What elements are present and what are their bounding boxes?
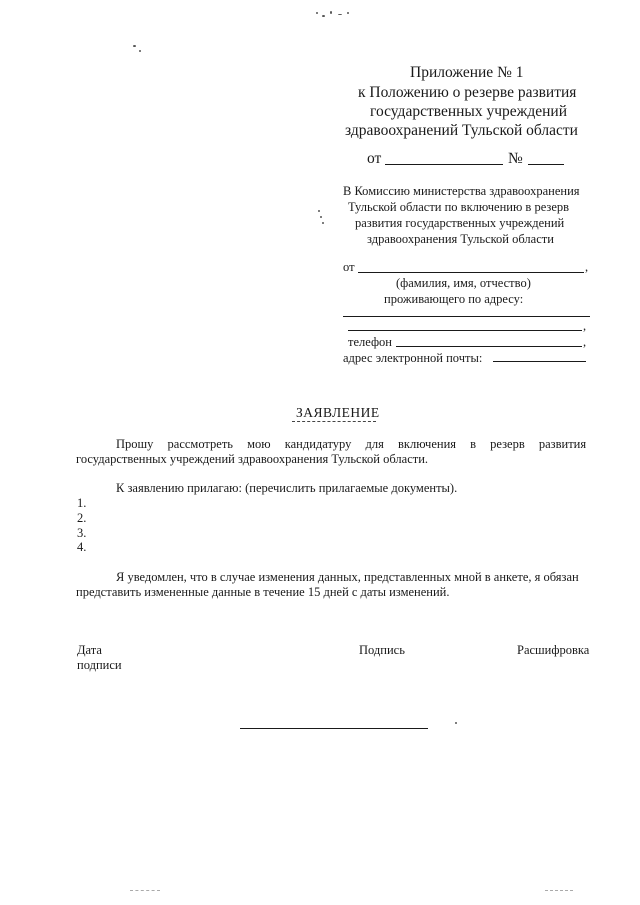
scan-edge-artifact <box>130 890 160 891</box>
decoding-label: Расшифровка <box>517 643 590 657</box>
attachment-item-4: 4. <box>77 540 87 554</box>
address-comma: , <box>583 319 587 333</box>
scan-speck <box>318 210 320 212</box>
attachment-item-3: 3. <box>77 526 87 540</box>
phone-field[interactable] <box>396 346 582 347</box>
notice-line-2: представить измененные данные в течение 15 дней с даты изменений. <box>76 585 450 599</box>
regulation-line-1: к Положению о резерве развития <box>358 84 577 101</box>
attachment-item-2: 2. <box>77 511 87 525</box>
address-field-line-2[interactable] <box>348 330 582 331</box>
number-field[interactable] <box>528 164 564 165</box>
request-paragraph-line-2: государственных учреждений здравоохранения Тульской области. <box>76 452 429 466</box>
addressee-line-3: развития государственных учреждений <box>355 216 565 230</box>
name-hint: (фамилия, имя, отчество) <box>396 276 531 290</box>
phone-label: телефон <box>348 335 392 349</box>
signature-line[interactable] <box>240 728 428 729</box>
addressee-line-4: здравоохранения Тульской области <box>367 232 554 246</box>
signature-date-label: Дата <box>77 643 102 657</box>
notice-line-1: Я уведомлен, что в случае изменения данных, представленных мной в анкете, я обязан <box>116 570 579 584</box>
regulation-line-3: здравоохранений Тульской области <box>345 122 578 139</box>
scan-speck <box>322 15 325 17</box>
scan-edge-artifact <box>545 890 573 891</box>
address-field-line-1[interactable] <box>343 316 590 317</box>
signature-date-label-2: подписи <box>77 658 122 672</box>
scan-speck <box>133 45 136 47</box>
statement-title: ЗАЯВЛЕНИЕ <box>296 405 380 420</box>
appendix-title: Приложение № 1 <box>410 64 524 81</box>
scan-speck <box>330 11 332 14</box>
residing-label: проживающего по адресу: <box>384 292 524 306</box>
applicant-name-field[interactable] <box>358 272 584 273</box>
date-label: от <box>367 150 382 167</box>
title-underline <box>292 421 376 422</box>
date-field[interactable] <box>385 164 503 165</box>
signature-label: Подпись <box>359 643 405 657</box>
scan-speck <box>338 14 342 15</box>
addressee-line-1: В Комиссию министерства здравоохранения <box>343 184 580 198</box>
scan-speck <box>347 12 349 14</box>
email-field[interactable] <box>493 361 586 362</box>
scan-speck <box>320 216 322 218</box>
attachments-line: К заявлению прилагаю: (перечислить прилагаемые документы). <box>116 481 458 495</box>
scan-speck <box>139 50 141 52</box>
email-label: адрес электронной почты: <box>343 351 483 365</box>
scan-speck <box>322 222 324 224</box>
attachment-item-1: 1. <box>77 496 87 510</box>
applicant-name-comma: , <box>585 260 589 274</box>
number-label: № <box>508 150 523 167</box>
addressee-line-2: Тульской области по включению в резерв <box>348 200 570 214</box>
scan-speck <box>316 12 318 14</box>
regulation-line-2: государственных учреждений <box>370 103 567 120</box>
request-paragraph-line-1: Прошу рассмотреть мою кандидатуру для включения в резерв развития <box>116 437 587 451</box>
applicant-from-label: от <box>343 260 355 274</box>
phone-comma: , <box>583 335 587 349</box>
scan-speck <box>455 722 457 724</box>
